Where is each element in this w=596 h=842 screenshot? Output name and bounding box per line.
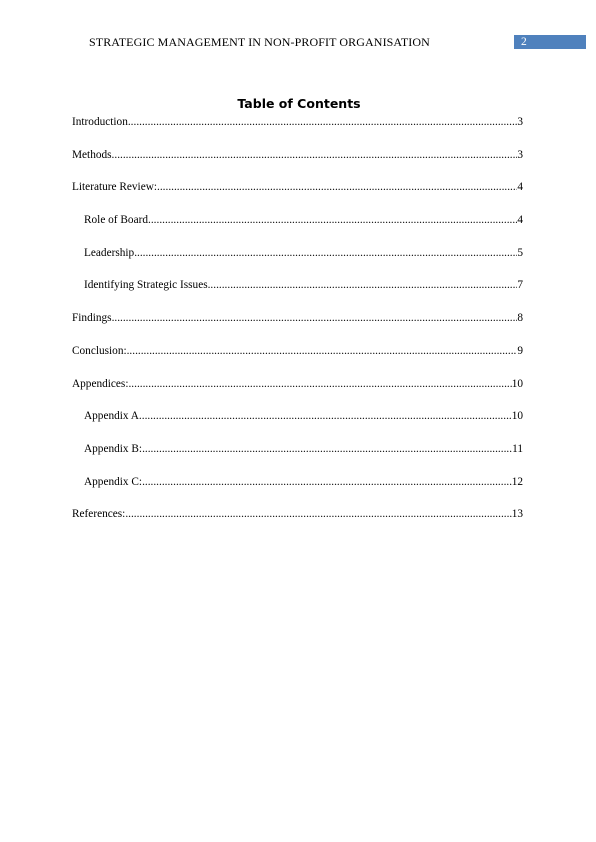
toc-entry-label: Role of Board [84, 214, 149, 227]
toc-entry-page: 10 [511, 377, 523, 390]
toc-dot-leader [112, 310, 518, 326]
toc-entry-label: Appendix B: [84, 442, 143, 455]
toc-dot-leader [142, 441, 512, 457]
toc-entry-role-of-board[interactable] [72, 212, 523, 228]
toc-entry-label: Identifying Strategic Issues [84, 279, 208, 292]
toc-entry-methods[interactable] [72, 147, 523, 163]
toc-entry-page: 4 [517, 181, 523, 194]
toc-dot-leader [128, 376, 511, 392]
toc-dot-leader [112, 147, 518, 163]
toc-entry-leadership[interactable] [72, 245, 523, 261]
toc-entry-page: 10 [511, 410, 523, 423]
toc-dot-leader [142, 474, 512, 490]
toc-entry-label: Literature Review: [72, 181, 158, 194]
toc-entry-identifying-strategic-issues[interactable] [72, 277, 523, 293]
toc-entry-label: Findings [72, 312, 112, 325]
toc-entry-page: 11 [512, 442, 523, 455]
toc-entry-label: Methods [72, 148, 112, 161]
toc-entry-page: 12 [511, 475, 523, 488]
toc-entry-label: Appendix C: [84, 475, 143, 488]
toc-entry-findings[interactable] [72, 310, 523, 326]
toc-entry-page: 4 [517, 214, 523, 227]
toc-entry-label: References: [72, 508, 126, 521]
toc-entry-page: 13 [511, 508, 523, 521]
toc-entry-literature-review[interactable] [72, 179, 523, 195]
toc-dot-leader [127, 343, 518, 359]
toc-entry-appendices[interactable] [72, 376, 523, 392]
toc-dot-leader [157, 179, 517, 195]
toc-entry-appendix-a[interactable] [72, 408, 523, 424]
toc-dot-leader [148, 212, 517, 228]
running-header-title: STRATEGIC MANAGEMENT IN NON-PROFIT ORGANISATION [89, 35, 430, 49]
toc-entry-page: 9 [517, 344, 523, 357]
toc-entry-label: Appendices: [72, 377, 129, 390]
toc-dot-leader [134, 245, 517, 261]
toc-entry-page: 5 [517, 246, 523, 259]
toc-entry-conclusion[interactable] [72, 343, 523, 359]
toc-entry-label: Introduction [72, 116, 128, 128]
toc-entry-appendix-b[interactable] [72, 441, 523, 457]
toc-entry-label: Appendix A [84, 410, 139, 423]
table-of-contents [72, 114, 523, 539]
toc-entry-page: 3 [517, 116, 523, 128]
page-number-badge: 2 [514, 35, 586, 49]
toc-entry-references[interactable] [72, 506, 523, 522]
toc-heading: Table of Contents [237, 96, 361, 111]
toc-entry-label: Leadership [84, 246, 135, 259]
toc-entry-label: Conclusion: [72, 344, 127, 357]
toc-entry-appendix-c[interactable] [72, 474, 523, 490]
toc-entry-page: 3 [517, 148, 523, 161]
toc-entry-page: 7 [517, 279, 523, 292]
toc-entry-introduction[interactable] [72, 114, 523, 130]
page-header [0, 34, 596, 50]
toc-entry-page: 8 [517, 312, 523, 325]
toc-dot-leader [125, 506, 511, 522]
toc-dot-leader [128, 114, 517, 130]
toc-dot-leader [208, 277, 518, 293]
toc-dot-leader [139, 408, 512, 424]
